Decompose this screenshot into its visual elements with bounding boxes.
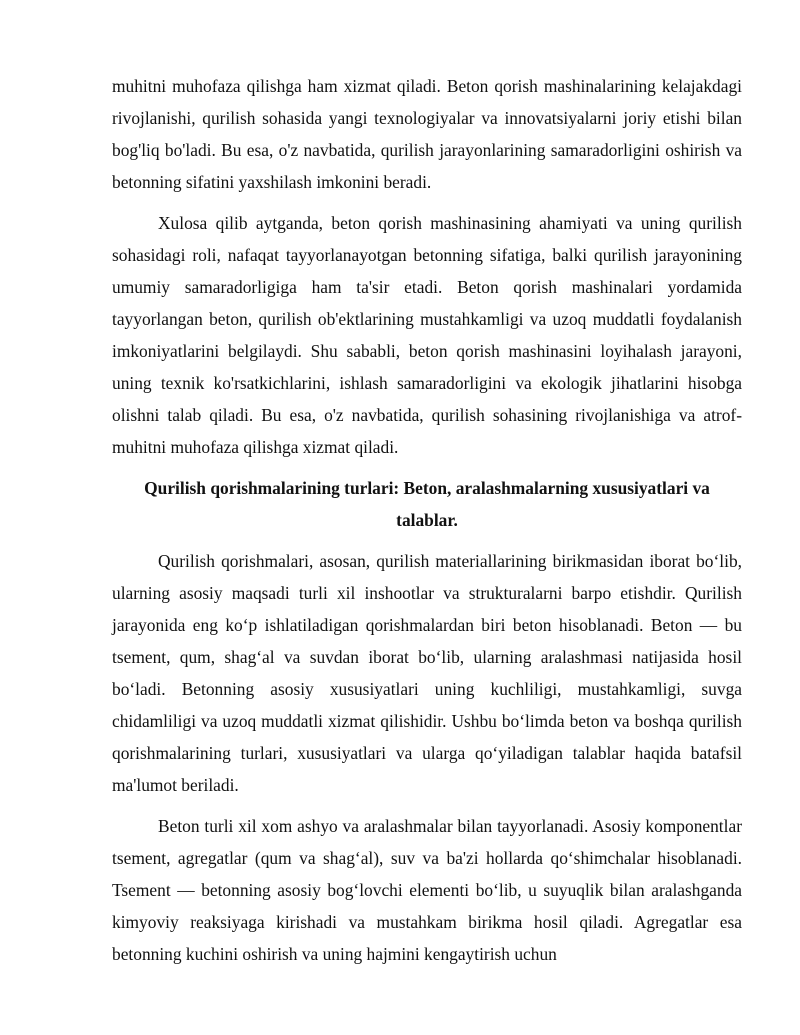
paragraph-concrete-components: Beton turli xil xom ashyo va aralashmalar bilan tayyorlanadi. Asosiy komponentlar tsement, agregatlar (qum va shag‘al), suv va ba'zi hollarda qo‘shimchalar hisoblanadi. Tsement — betonning asosiy bog‘lovchi elementi bo‘lib, u suyuqlik bilan aralashganda kimyoviy reaksiyaga kirishadi va mustahkam birikma hosil qiladi. Agregatlar esa betonning kuchini oshirish va uning hajmini kengaytirish uchun: [112, 816, 742, 964]
paragraph-mixtures-intro: Qurilish qorishmalari, asosan, qurilish materiallarining birikmasidan iborat bo‘lib, ularning asosiy maqsadi turli xil inshootlar va strukturalarni barpo etishdir. Qurilish jarayonida eng ko‘p ishlatiladigan qorishmalardan biri beton hisoblanadi. Beton — bu tsement, qum, shag‘al va suvdan iborat bo‘lib, ularning aralashmasi natijasida hosil bo‘ladi. Betonning asosiy xususiyatlari uning kuchliligi, mustahkamligi, suvga chidamliligi va uzoq muddatli xizmat qilishidir. Ushbu bo‘limda beton va boshqa qurilish qorishmalarining turlari, xususiyatlari va ularga qo‘yiladigan talablar haqida batafsil ma'lumot beriladi.: [112, 551, 742, 795]
paragraph-continuation: muhitni muhofaza qilishga ham xizmat qiladi. Beton qorish mashinalarining kelajakdagi rivojlanishi, qurilish sohasida yangi texnologiyalar va innovatsiyalarni joriy etishi bilan bog'liq bo'ladi. Bu esa, o'z navbatida, qurilish jarayonlarining samaradorligini oshirish va betonning sifatini yaxshilash imkonini beradi.: [112, 76, 742, 192]
page-body: [112, 70, 742, 970]
section-heading: Qurilish qorishmalarining turlari: Beton, aralashmalarning xususiyatlari va talablar.: [144, 478, 710, 530]
paragraph-conclusion: Xulosa qilib aytganda, beton qorish mashinasining ahamiyati va uning qurilish sohasidagi roli, nafaqat tayyorlanayotgan betonning sifatiga, balki qurilish jarayonining umumiy samaradorligiga ham ta'sir etadi. Beton qorish mashinalari yordamida tayyorlangan beton, qurilish ob'ektlarining mustahkamligi va uzoq muddatli foydalanish imkoniyatlarini belgilaydi. Shu sababli, beton qorish mashinasini loyihalash jarayoni, uning texnik ko'rsatkichlarini, ishlash samaradorligini va ekologik jihatlarini hisobga olishni talab qiladi. Bu esa, o'z navbatida, qurilish sohasining rivojlanishiga va atrof-muhitni muhofaza qilishga xizmat qiladi.: [112, 213, 742, 457]
